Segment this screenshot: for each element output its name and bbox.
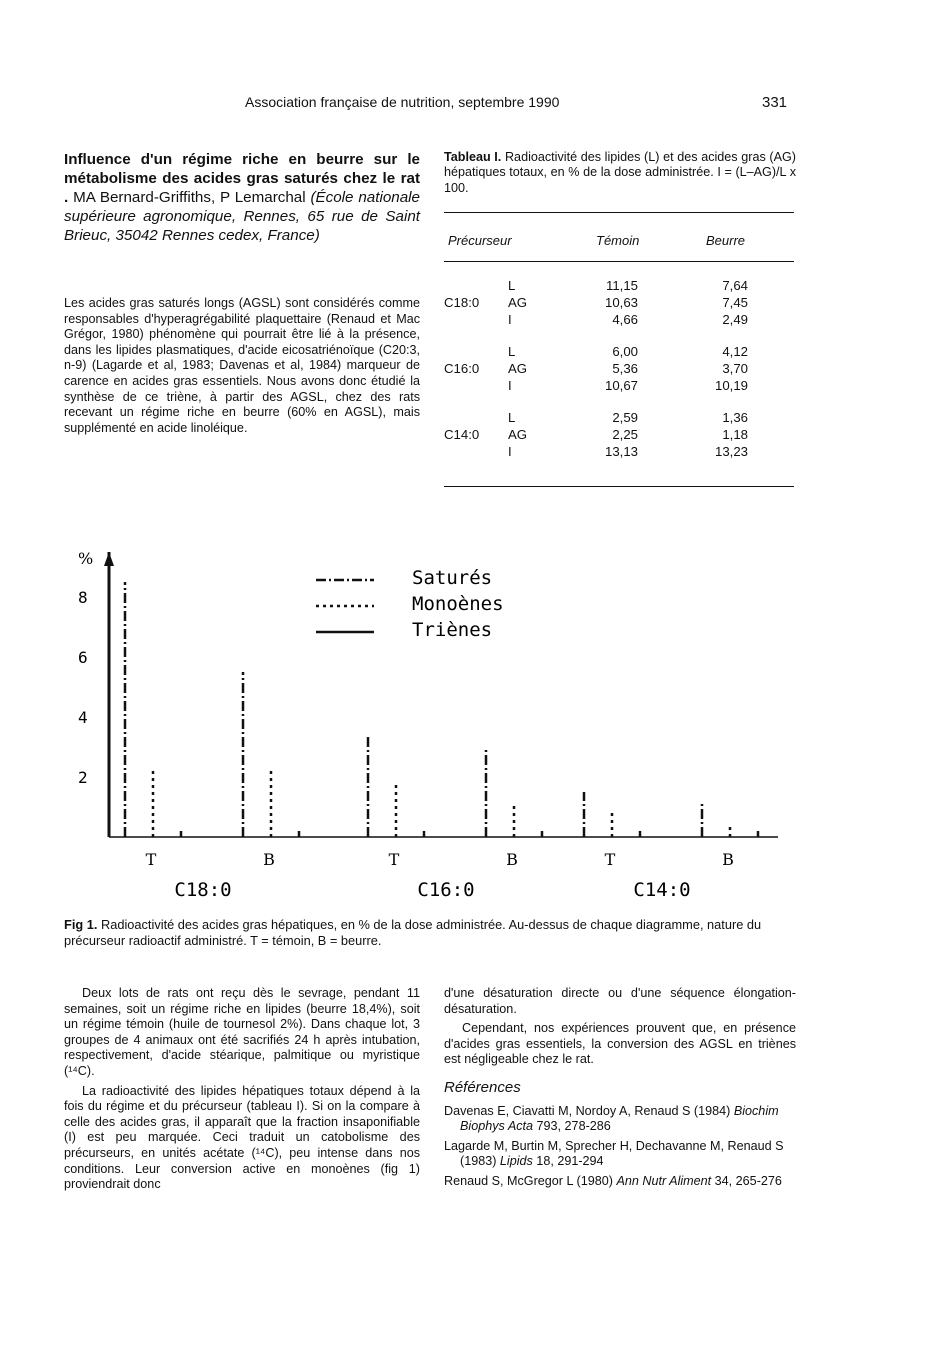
legend-label: Saturés: [412, 567, 493, 589]
col-header-precursor: Précurseur: [448, 233, 512, 248]
cell-temoin: 2,59: [612, 410, 638, 425]
cell-temoin: 10,63: [604, 295, 638, 310]
ref-volume: 18, 291-294: [532, 1154, 604, 1169]
row-precursor: C14:0: [444, 427, 480, 442]
row-type: I: [508, 312, 512, 327]
body-paragraph: d'une désaturation directe ou d'une séquence élongation-désaturation.: [444, 986, 796, 1016]
table-row: [444, 312, 794, 328]
ref-authors: Renaud S, McGregor L (1980): [444, 1173, 617, 1188]
article-affiliation: (École nationale supérieure agronomique, Rennes, 65 rue de Saint Brieuc, 35042 Rennes cedex, France): [64, 189, 420, 244]
table-row: [444, 444, 794, 460]
diet-label: B: [506, 850, 518, 869]
table-row: [444, 295, 794, 311]
y-axis-arrow: [104, 552, 114, 566]
figure-chart: [64, 540, 794, 910]
diet-label: T: [604, 850, 616, 869]
ref-volume: 34, 265-276: [711, 1173, 782, 1188]
precursor-label: C18:0: [174, 879, 232, 901]
article-title-block: [64, 150, 420, 245]
row-type: I: [508, 444, 512, 459]
row-precursor: C18:0: [444, 295, 480, 310]
references-heading: Références: [444, 1078, 521, 1096]
cell-beurre: 7,45: [722, 295, 748, 310]
row-type: AG: [508, 361, 528, 376]
legend-label: Triènes: [412, 619, 493, 641]
row-type: L: [508, 344, 516, 359]
table-group: [444, 410, 794, 476]
ref-volume: 793, 278-286: [533, 1119, 611, 1134]
y-axis-label: %: [78, 549, 94, 568]
legend-label: Monoènes: [412, 593, 504, 615]
ref-authors: Lagarde M, Burtin M, Sprecher H, Dechavanne M, Renaud S (1983): [444, 1138, 784, 1169]
reference-item: [444, 1104, 796, 1135]
cell-temoin: 6,00: [612, 344, 638, 359]
table-header: [444, 213, 794, 261]
diet-label: T: [145, 850, 157, 869]
cell-temoin: 13,13: [604, 444, 638, 459]
row-type: AG: [508, 295, 528, 310]
table-caption-label: Tableau I.: [444, 150, 502, 164]
cell-beurre: 13,23: [714, 444, 748, 459]
row-type: AG: [508, 427, 528, 442]
body-right-column: [444, 986, 796, 1194]
cell-beurre: 7,64: [722, 278, 748, 293]
data-table: [444, 212, 794, 487]
table-caption-text: Radioactivité des lipides (L) et des acides gras (AG) hépatiques totaux, en % de la dose administrée. I = (L–AG)/L x 100.: [444, 150, 796, 195]
article-authors: MA Bernard-Griffiths, P Lemarchal: [68, 189, 311, 206]
reference-item: [444, 1139, 796, 1170]
cell-temoin: 4,66: [612, 312, 638, 327]
precursor-label: C16:0: [417, 879, 475, 901]
cell-beurre: 10,19: [714, 378, 748, 393]
figure-caption-label: Fig 1.: [64, 917, 98, 932]
table-row: [444, 427, 794, 443]
cell-temoin: 5,36: [612, 361, 638, 376]
figure-caption-text: Radioactivité des acides gras hépatiques, en % de la dose administrée. Au-dessus de chaque diagramme, nature du précurseur radioactif administré. T = témoin, B = beurre.: [64, 917, 762, 948]
y-tick-label: 6: [78, 648, 88, 667]
page-number: 331: [762, 94, 788, 111]
table-group: [444, 278, 794, 344]
table-bottom-rule: [444, 486, 794, 487]
table-row: [444, 410, 794, 426]
ref-journal: Lipids: [499, 1154, 533, 1169]
cell-temoin: 2,25: [612, 427, 638, 442]
figure-caption: [64, 917, 794, 949]
row-precursor: C16:0: [444, 361, 480, 376]
precursor-label: C14:0: [633, 879, 691, 901]
body-paragraph: La radioactivité des lipides hépatiques totaux dépend à la fois du régime et du précurseur (tableau I). Si on la compare à celle des acides gras, il apparaît que la fraction insaponifiable (I) est peu marquée. Ceci traduit un catobolisme des précurseurs, en unités acétate (¹⁴C), peu intense dans nos conditions. Leur conversion active en monoènes (fig 1) proviendrait donc: [64, 1083, 420, 1192]
table-group: [444, 344, 794, 410]
table-body: [444, 262, 794, 476]
row-type: L: [508, 278, 516, 293]
diet-label: B: [263, 850, 275, 869]
ref-journal: Biochim Biophys Acta: [460, 1103, 779, 1134]
y-tick-label: 8: [78, 588, 88, 607]
table-row: [444, 344, 794, 360]
y-tick-label: 4: [78, 708, 88, 727]
cell-beurre: 4,12: [722, 344, 748, 359]
ref-authors: Davenas E, Ciavatti M, Nordoy A, Renaud S (1984): [444, 1103, 734, 1118]
row-type: I: [508, 378, 512, 393]
col-header-temoin: Témoin: [596, 233, 640, 248]
body-paragraph: Cependant, nos expériences prouvent que, en présence d'acides gras essentiels, la conversion des AGSL en triènes est négligeable chez le rat.: [444, 1021, 796, 1067]
table-caption: [444, 150, 796, 196]
reference-item: [444, 1174, 796, 1190]
article-title: Influence d'un régime riche en beurre sur le métabolisme des acides gras saturés chez le rat .: [64, 151, 420, 206]
diet-label: T: [388, 850, 400, 869]
abstract: Les acides gras saturés longs (AGSL) sont considérés comme responsables d'hyperagrégabilité plaquettaire (Renaud et Mac Grégor, 1980) phénomène qui pourrait être lié à la présence, dans les lipides plasmatiques, d'acide eicosatriénoïque (C20:3, n-9) (Lagarde et al, 1983; Davenas et al, 1984) marqueur de carence en acides gras essentiels. Nous avons donc étudié la synthèse de ce triène, à partir des AGSL, chez des rats recevant un régime riche en beurre (60% en AGSL), mais supplémenté en acide linoléique.: [64, 296, 420, 435]
cell-beurre: 1,36: [722, 410, 748, 425]
table-row: [444, 361, 794, 377]
ref-journal: Ann Nutr Aliment: [616, 1173, 712, 1188]
table-row: [444, 378, 794, 394]
cell-beurre: 2,49: [722, 312, 748, 327]
row-type: L: [508, 410, 516, 425]
body-left-column: [64, 986, 420, 1193]
journal-title: Association française de nutrition, septembre 1990: [245, 94, 560, 110]
y-tick-label: 2: [78, 768, 88, 787]
body-paragraph: Deux lots de rats ont reçu dès le sevrage, pendant 11 semaines, soit un régime riche en lipides (beurre 18,4%), soit un régime témoin (huile de tournesol 2%). Dans chaque lot, 3 groupes de 4 animaux ont été sacrifiés 24 h après intubation, respectivement, d'acide stéarique, palmitique ou myristique (¹⁴C).: [64, 986, 420, 1078]
col-header-beurre: Beurre: [706, 233, 746, 248]
cell-beurre: 3,70: [722, 361, 748, 376]
diet-label: B: [722, 850, 734, 869]
cell-temoin: 11,15: [605, 278, 638, 293]
table-row: [444, 278, 794, 294]
cell-beurre: 1,18: [722, 427, 748, 442]
cell-temoin: 10,67: [604, 378, 638, 393]
